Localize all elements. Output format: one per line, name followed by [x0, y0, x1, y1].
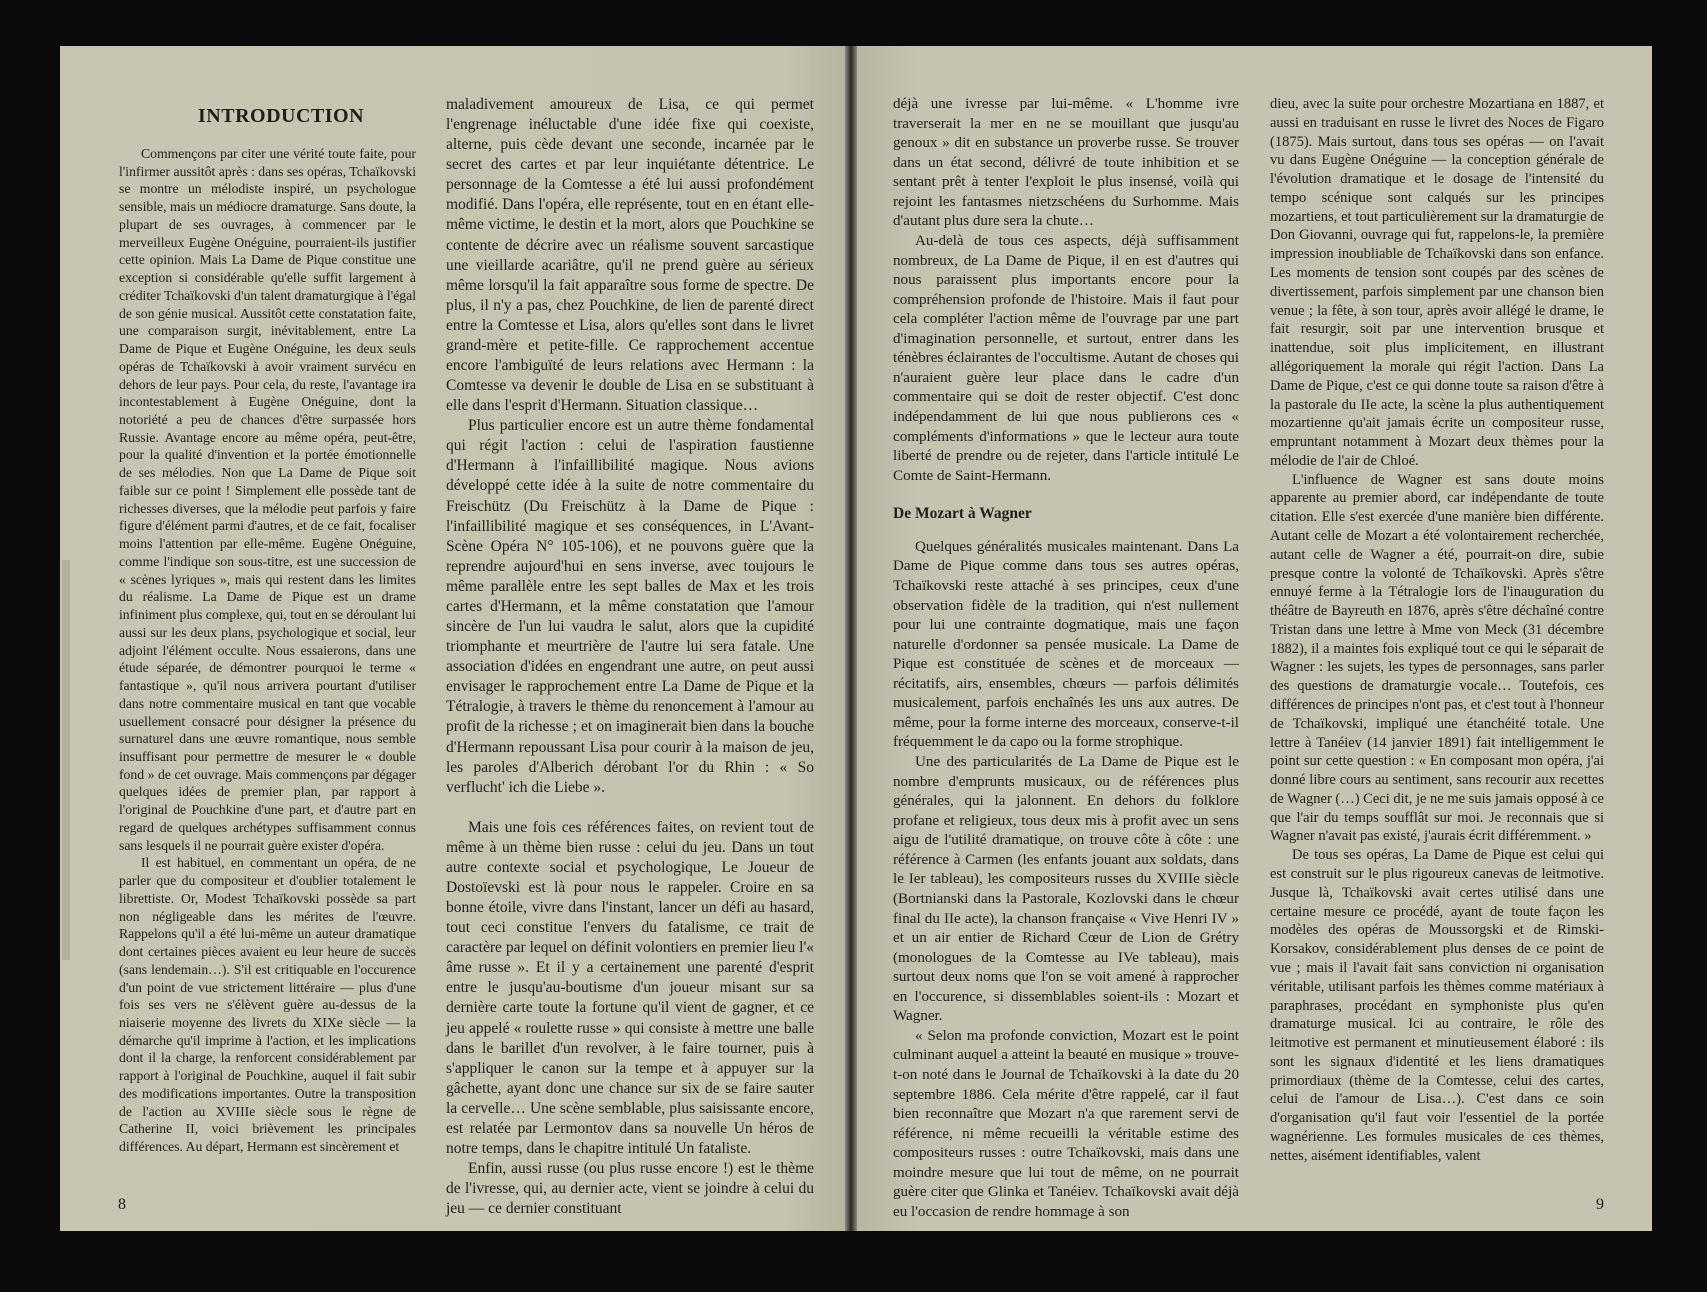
paragraph: Il est habituel, en commentant un opéra, de ne parler que du compositeur et d'oublier totalement le librettiste. Or, Modest Tchaïkovski possède sa part non négligeable dans les mérites de l'œuvre. Rappelons qu'il a été lui-même un auteur dramatique dont certaines pièces avaient eu leur heure de succès (sans lendemain…). S'il est critiquable en l'occurence d'un point de vue strictement littéraire — plus d'une fois ses vers ne s'élèvent guère au-dessus de la niaiserie moyenne des livrets du XIXe siècle — la démarche qu'il imprime à l'action, et les implications dont il la charge, la renforcent considérablement par rapport à l'original de Pouchkine, auquel il fait subir des modifications importantes. Outre la transposition de l'action au XVIIIe siècle sous le règne de Catherine II, voici brièvement les principales différences. Au départ, Hermann est sincèrement et — [119, 855, 416, 1155]
page-edge-shadow — [62, 560, 70, 960]
left-column-1 — [119, 145, 416, 1156]
page-number-right: 9 — [1596, 1196, 1604, 1213]
paragraph: L'influence de Wagner est sans doute moins apparente au premier abord, car indépendante de toute citation. Elle s'est exercée d'une manière bien différente. Autant celle de Mozart a été volontairement recherchée, autant celle de Wagner a été, pourrait-on dire, subie presque contre la volonté de Tchaïkovski. Après s'être ennuyé ferme à la Tétralogie lors de l'inauguration du théâtre de Bayreuth en 1876, après s'être déchaîné contre Tristan dans une lettre à Mme von Meck (31 décembre 1882), il a maintes fois expliqué tout ce qui le séparait de Wagner : les sujets, les types de personnages, sans parler des questions de dramaturgie vocale… Toutefois, ces différences de principes n'ont pas, et c'est tout à l'honneur de Tchaïkovski, impliqué une étanchéité totale. Une lettre à Tanéiev (14 janvier 1891) fait intelligemment le point sur cette question : « En composant mon opéra, j'ai donné libre cours au sentiment, sans recourir aux recettes de Wagner (…) Ceci dit, je ne me suis jamais opposé à ce que l'air du temps soufflât sur moi. Je reconnais que si Wagner n'avait pas existé, j'aurais écrit différemment. » — [1270, 471, 1604, 845]
paragraph: Mais une fois ces références faites, on revient tout de même à un thème bien russe : celui du jeu. Dans un tout autre contexte social et psychologique, Le Joueur de Dostoïevski est là pour nous le rappeler. Croire en sa bonne étoile, vivre dans l'instant, lancer un défi au hasard, tout ceci constitue l'envers du fatalisme, ce trait de caractère par lequel on définit volontiers en premier lieu l'« âme russe ». Et il y a certainement une parenté d'esprit entre le jusqu'au-boutisme d'un joueur misant sur sa dernière carte toute la fortune qu'il vient de gagner, et ce jeu appelé « roulette russe » qui consiste à mettre une balle dans le barillet d'un revolver, à le faire tourner, puis à s'appliquer le canon sur la tempe et à appuyer sur la gâchette, ayant donc une chance sur six de se faire sauter la cervelle… Une scène semblable, plus saisissante encore, est relatée par Lermontov dans sa nouvelle Un héros de notre temps, dans le chapitre intitulé Un fataliste. — [446, 818, 814, 1157]
paragraph: Plus particulier encore est un autre thème fondamental qui régit l'action : celui de l'aspiration faustienne d'Hermann à l'infaillibilité magique. Nous avions développé cette idée à la suite de notre commentaire du Freischütz (Du Freischütz à la Dame de Pique : l'infaillibilité magique et ses conséquences, in L'Avant-Scène Opéra N° 105-106), et ne pouvons guère que la reprendre aujourd'hui en sens inverse, avec toujours le même parallèle entre les sept balles de Max et les trois cartes d'Hermann, et la même constatation que l'amour sincère de l'un lui vaudra le salut, alors que la cupidité triomphante et meurtrière de l'autre lui sera fatale. Une association d'idées en engendrant une autre, on peut aussi envisager le rapprochement entre La Dame de Pique et la Tétralogie, à travers le thème du renoncement à l'amour au profit de la richesse ; et on imaginerait bien dans la bouche d'Hermann repoussant Lisa pour courir à la maison de jeu, les paroles d'Alberich dérobant l'or du Rhin : « So verflucht' ich die Liebe ». — [446, 417, 814, 796]
paragraph: « Selon ma profonde conviction, Mozart est le point culminant auquel a atteint la beauté en musique » trouve-t-on noté dans le Journal de Tchaïkovski à la date du 20 septembre 1886. Cela mérite d'être rappelé, car il faut bien reconnaître que Mozart n'a que rarement servi de référence, ni même recueilli la véritable estime des compositeurs russes : outre Tchaïkovski, mais dans une moindre mesure que lui tout de même, on ne pourrait guère citer que Glinka et Tanéiev. Tchaïkovski avait déjà eu l'occasion de rendre hommage à son — [893, 1027, 1239, 1220]
page-title: INTRODUCTION — [198, 105, 365, 127]
book-gutter — [845, 46, 857, 1231]
paragraph: déjà une ivresse par lui-même. « L'homme ivre traverserait la mer en ne se mouillant que jusqu'au genoux » dit en substance un proverbe russe. Se trouver dans un état second, délivré de toute inhibition et se sentant prêt à tenter l'exploit le plus insensé, voilà qui rejoint les fantasmes nietzschéens du Surhomme. Mais d'autant plus dure sera la chute… — [893, 96, 1239, 230]
paragraph: Une des particularités de La Dame de Pique est le nombre d'emprunts musicaux, ou de références plus générales, qui la jalonnent. En dehors du folklore profane et religieux, tous deux mis à profit avec un sens aigu de l'utilité dramatique, on trouve côte à côte : une référence à Carmen (les enfants jouant aux soldats, dans le Ier tableau), les compositeurs russes du XVIIIe siècle (Bortnianski dans la Pastorale, Kozlovski dans le chœur final du IIe acte), la chanson française « Vive Henri IV » et un air entier de Richard Cœur de Lion de Grétry (monologues de la Comtesse au IVe tableau), mais surtout deux noms que l'on se voit amené à rapprocher en l'occurence, si dissemblables soient-ils : Mozart et Wagner. — [893, 754, 1239, 1025]
right-column-1 — [893, 95, 1239, 1223]
paragraph: Au-delà de tous ces aspects, déjà suffisamment nombreux, de La Dame de Pique, il en est d'autres qui nous paraissent plus importants encore pour la compréhension profonde de l'histoire. Mais il faut pour cela compléter l'action même de l'ouvrage par une part d'imagination personnelle, et surtout, entrer dans les ténèbres éclairantes de l'occultisme. Autant de choses qui n'auraient guère leur place dans le cadre d'un commentaire qui se doit de rester objectif. C'est donc indépendamment de lui que nous publierons ces « compléments d'informations » que le lecteur aura toute liberté de prendre ou de rejeter, dans l'article intitulé Le Comte de Saint-Hermann. — [893, 232, 1239, 484]
paragraph: maladivement amoureux de Lisa, ce qui permet l'engrenage inéluctable d'une idée fixe qui coexiste, alterne, puis cède devant une seconde, incarnée par le secret des cartes et par leur inquiétante détentrice. Le personnage de la Comtesse a été lui aussi profondément modifié. Dans l'opéra, elle représente, tout en en étant elle-même victime, le destin et la mort, alors que Pouchkine se contente de décrire avec un réalisme souvent sarcastique une vieillarde acariâtre, qu'il ne prend guère au sérieux même lorsqu'il la fait apparaître sous forme de spectre. De plus, il n'y a pas, chez Pouchkine, de lien de parenté direct entre la Comtesse et Lisa, alors qu'elles sont dans le livret grand-mère et petite-fille. Ce rapprochement accentue encore l'ambiguïté de leurs relations avec Hermann : la Comtesse va devenir le double de Lisa en se substituant à elle dans l'esprit d'Hermann. Situation classique… — [446, 96, 814, 415]
page-number-left: 8 — [118, 1196, 126, 1213]
section-heading: De Mozart à Wagner — [893, 505, 1032, 523]
left-column-2 — [446, 95, 814, 1219]
right-column-2 — [1270, 95, 1604, 1166]
paragraph: dieu, avec la suite pour orchestre Mozartiana en 1887, et aussi en traduisant en russe le livret des Noces de Figaro (1875). Mais surtout, dans tous ses opéras — on l'avait vu dans Eugène Onéguine — la conception générale de l'évolution dramatique et le dosage de l'intensité du tempo scénique sont calqués sur les principes mozartiens, et tout particulièrement sur la dramaturgie de Don Giovanni, ouvrage qui fut, rappelons-le, la première impression inoubliable de Tchaïkovski dans son enfance. Les moments de tension sont coupés par des scènes de divertissement, parfois simplement par une chanson bien venue ; la fête, à son tour, après avoir allégé le drame, le fait resurgir, soit par une intervention brusque et inattendue, soit plus implicitement, en illustrant allégoriquement la morale qui régit l'action. Dans La Dame de Pique, c'est ce qui donne toute sa raison d'être à la pastorale du IIe acte, la scène la plus authentiquement mozartienne qu'ait jamais écrite un compositeur russe, empruntant notamment à Mozart deux thèmes pour la mélodie de l'air de Chloé. — [1270, 96, 1604, 469]
paragraph: De tous ses opéras, La Dame de Pique est celui qui est construit sur le plus rigoureux canevas de leitmotive. Jusque là, Tchaïkovski avait certes utilisé dans une certaine mesure ce procédé, ayant de toute façon les modèles des opéras de Moussorgski et de Rimski-Korsakov, considérablement plus denses de ce point de vue ; mais il l'avait fait sans conviction ni organisation véritable, utilisant parfois les thèmes comme matériaux à paraphrases, procédant en symphoniste plus qu'en dramaturge musical. Ici au contraire, le rôle des leitmotive est permanent et minutieusement élaboré : ils sont les signaux d'identité et les liens dramatiques primordiaux (thème de la Comtesse, celui des cartes, celui de l'amour de Lisa…). C'est dans ce soin d'organisation qu'il faut voir l'essentiel de la portée wagnérienne. Les formules musicales de ces thèmes, nettes, aisément identifiables, valent — [1270, 847, 1604, 1164]
paragraph: Enfin, aussi russe (ou plus russe encore !) est le thème de l'ivresse, qui, au dernier acte, vient se joindre à celui du jeu — ce dernier constituant — [446, 1160, 814, 1218]
paragraph: Quelques généralités musicales maintenant. Dans La Dame de Pique comme dans tous ses autres opéras, Tchaïkovski reste attaché à ses principes, ceux d'une observation fidèle de la tradition, qui n'est nullement pour lui une contrainte dogmatique, mais une façon naturelle d'ordonner sa pensée musicale. La Dame de Pique est constituée de scènes et de morceaux — récitatifs, airs, ensembles, chœurs — parfois délimités musicalement, parfois enchaînés les uns aux autres. De même, pour la forme interne des morceaux, conserve-t-il fréquemment le da capo ou la forme strophique. — [893, 538, 1239, 751]
paragraph: Commençons par citer une vérité toute faite, pour l'infirmer aussitôt après : dans ses opéras, Tchaïkovski se montre un mélodiste inspiré, un psychologue sensible, mais un médiocre dramaturge. Sans doute, la plupart de ses ouvrages, à commencer par le merveilleux Eugène Onéguine, pourraient-ils justifier cette opinion. Mais La Dame de Pique constitue une exception si considérable qu'elle suffit largement à créditer Tchaïkovski d'un talent dramaturgique à l'égal de son génie musical. Aussitôt cette constatation faite, une comparaison surgit, inévitablement, entre La Dame de Pique et Eugène Onéguine, les deux seuls opéras de Tchaïkovski à avoir vraiment survécu en dehors de leur pays. Pour cela, du reste, l'avantage ira incontestablement à Eugène Onéguine, dont la notoriété a peu de chances d'être surpassée hors Russie. Avantage encore au même opéra, peut-être, pour la qualité d'invention et la portée émotionnelle de ses mélodies. Non que La Dame de Pique soit faible sur ce point ! Simplement elle possède tant de richesses diverses, que la mélodie peut parfois y faire figure d'élément parmi d'autres, et de ce fait, focaliser moins l'attention par elle-même. Eugène Onéguine, comme l'indique son sous-titre, est une succession de « scènes lyriques », mais qui restent dans les limites du réalisme. La Dame de Pique est un drame infiniment plus complexe, qui, tout en se déroulant lui aussi sur les deux plans, psychologique et social, leur adjoint l'élément occulte. Nous essaierons, dans une étude séparée, de démontrer pourquoi le terme « fantastique », qu'il nous arrivera pourtant d'utiliser dans notre commentaire musical en tant que vocable usuellement consacré pour désigner la présence du surnaturel dans une œuvre romantique, nous semble insuffisant pour permettre de mesurer le « double fond » de cet ouvrage. Mais commençons par dégager quelques idées de premier plan, par rapport à l'original de Pouchkine d'une part, et d'autre part en regard de quelques archétypes suffisamment connus sans lesquels il ne pourrait guère exister d'opéra. — [119, 146, 416, 853]
